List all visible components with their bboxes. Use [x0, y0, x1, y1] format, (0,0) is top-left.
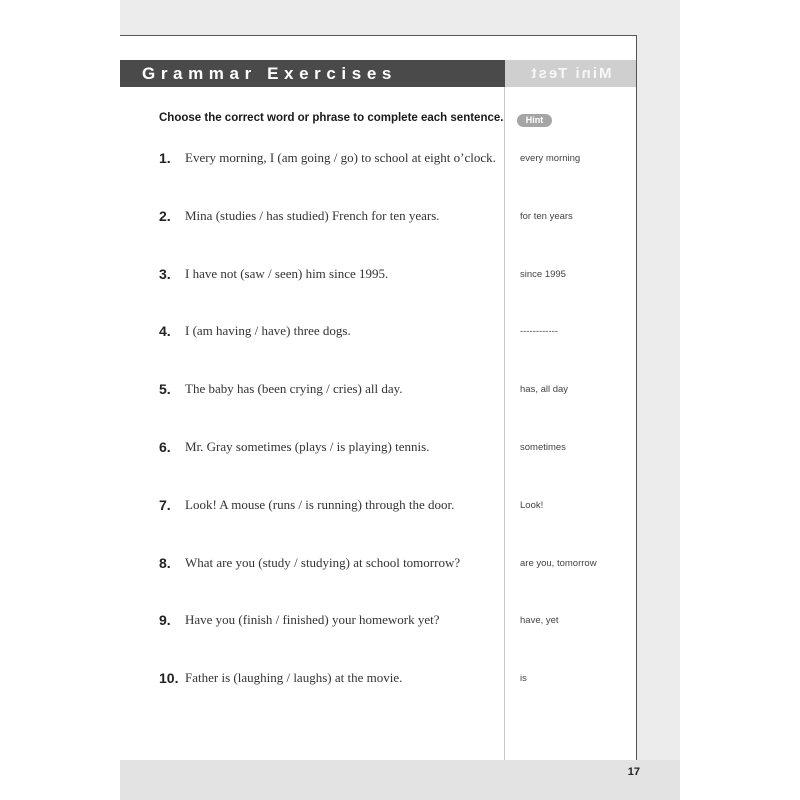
question-hint: every morning [520, 153, 581, 164]
question-row [0, 321, 800, 341]
question-hint: are you, tomorrow [520, 557, 597, 569]
question-sentence: Have you (finish / finished) your homework yet? [185, 612, 440, 628]
question-hint: sometimes [520, 442, 566, 453]
question-row [0, 495, 800, 515]
question-hint: have, yet [520, 615, 559, 627]
question-row [0, 437, 800, 457]
question-sentence: What are you (study / studying) at school tomorrow? [185, 554, 461, 570]
hint-badge: Hint [517, 114, 552, 127]
question-sentence: The baby has (been crying / cries) all day. [185, 381, 403, 397]
question-sentence: Look! A mouse (runs / is running) through the door. [185, 496, 455, 512]
page-footer-strip [120, 760, 680, 800]
question-row [0, 668, 800, 688]
question-row [0, 264, 800, 284]
question-row [0, 206, 800, 226]
page-number: 17 [627, 766, 640, 778]
question-hint: has, all day [520, 384, 569, 396]
question-number: 5. [159, 381, 171, 398]
question-number: 10. [159, 670, 179, 687]
question-hint: ------------ [520, 326, 558, 338]
mini-test-label: Mini Test [529, 65, 612, 82]
question-number: 9. [159, 612, 171, 629]
question-number: 2. [159, 207, 171, 224]
question-row [0, 553, 800, 573]
instruction-text: Choose the correct word or phrase to complete each sentence. [159, 112, 504, 124]
question-row [0, 379, 800, 399]
mini-test-tab [505, 60, 636, 87]
question-number: 1. [159, 150, 171, 166]
question-number: 6. [159, 439, 171, 455]
page-title: Grammar Exercises [142, 64, 397, 83]
question-sentence: Father is (laughing / laughs) at the movie. [185, 670, 403, 686]
question-number: 3. [159, 265, 171, 282]
question-number: 4. [159, 323, 171, 340]
question-number: 8. [159, 554, 171, 571]
question-hint: for ten years [520, 210, 573, 222]
question-sentence: Mina (studies / has studied) French for ten years. [185, 207, 440, 223]
question-number: 7. [159, 496, 171, 513]
question-hint: is [520, 673, 527, 685]
question-row [0, 610, 800, 630]
question-sentence: Mr. Gray sometimes (plays / is playing) tennis. [185, 439, 430, 454]
hint-column-divider [504, 87, 505, 760]
question-hint: Look! [520, 499, 544, 511]
question-hint: since 1995 [520, 268, 566, 280]
question-row [0, 148, 800, 168]
question-sentence: I (am having / have) three dogs. [185, 323, 351, 339]
question-sentence: I have not (saw / seen) him since 1995. [185, 265, 389, 281]
question-sentence: Every morning, I (am going / go) to school at eight o’clock. [185, 150, 496, 165]
